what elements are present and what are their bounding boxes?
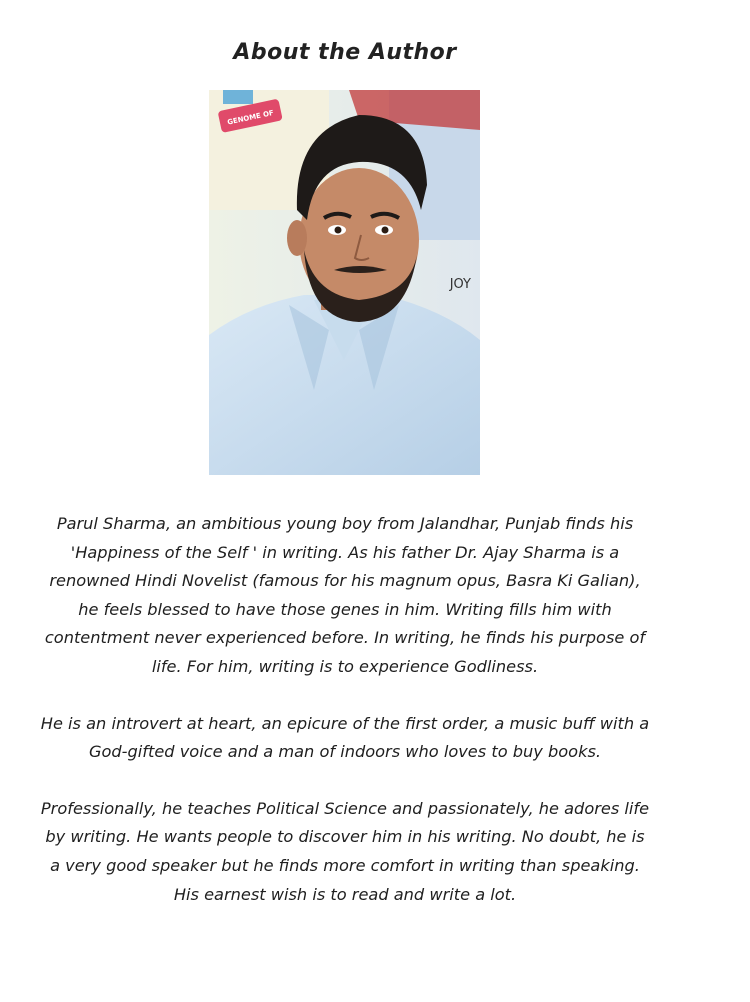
bio-paragraph-2: He is an introvert at heart, an epicure of the first order, a music buff with a God-gifted voice and a man of indoors who loves to buy books. — [40, 713, 650, 762]
sticker-text: GENOME OF — [226, 108, 275, 127]
bio-paragraph-3: Professionally, he teaches Political Science and passionately, he adores life by writing. He wants people to discover him in his writing. No doubt, he is a very good speaker but he finds more comfort in writing than speaking. His earnest wish is to read and write a lot. — [40, 798, 650, 904]
author-photo — [209, 90, 480, 475]
author-bio — [40, 510, 650, 937]
bio-paragraph-1: Parul Sharma, an ambitious young boy from Jalandhar, Punjab finds his 'Happiness of the Self ' in writing. As his father Dr. Ajay Sharma is a renowned Hindi Novelist (famous for his magnum opus, Basra Ki Galian), he feels blessed to have those genes in him. Writing fills him with contentment never experienced before. In writing, he finds his purpose of life. For him, writing is to experience Godliness. — [44, 514, 646, 676]
poster-text: JOY — [449, 277, 471, 292]
page-title: About the Author — [233, 40, 457, 65]
